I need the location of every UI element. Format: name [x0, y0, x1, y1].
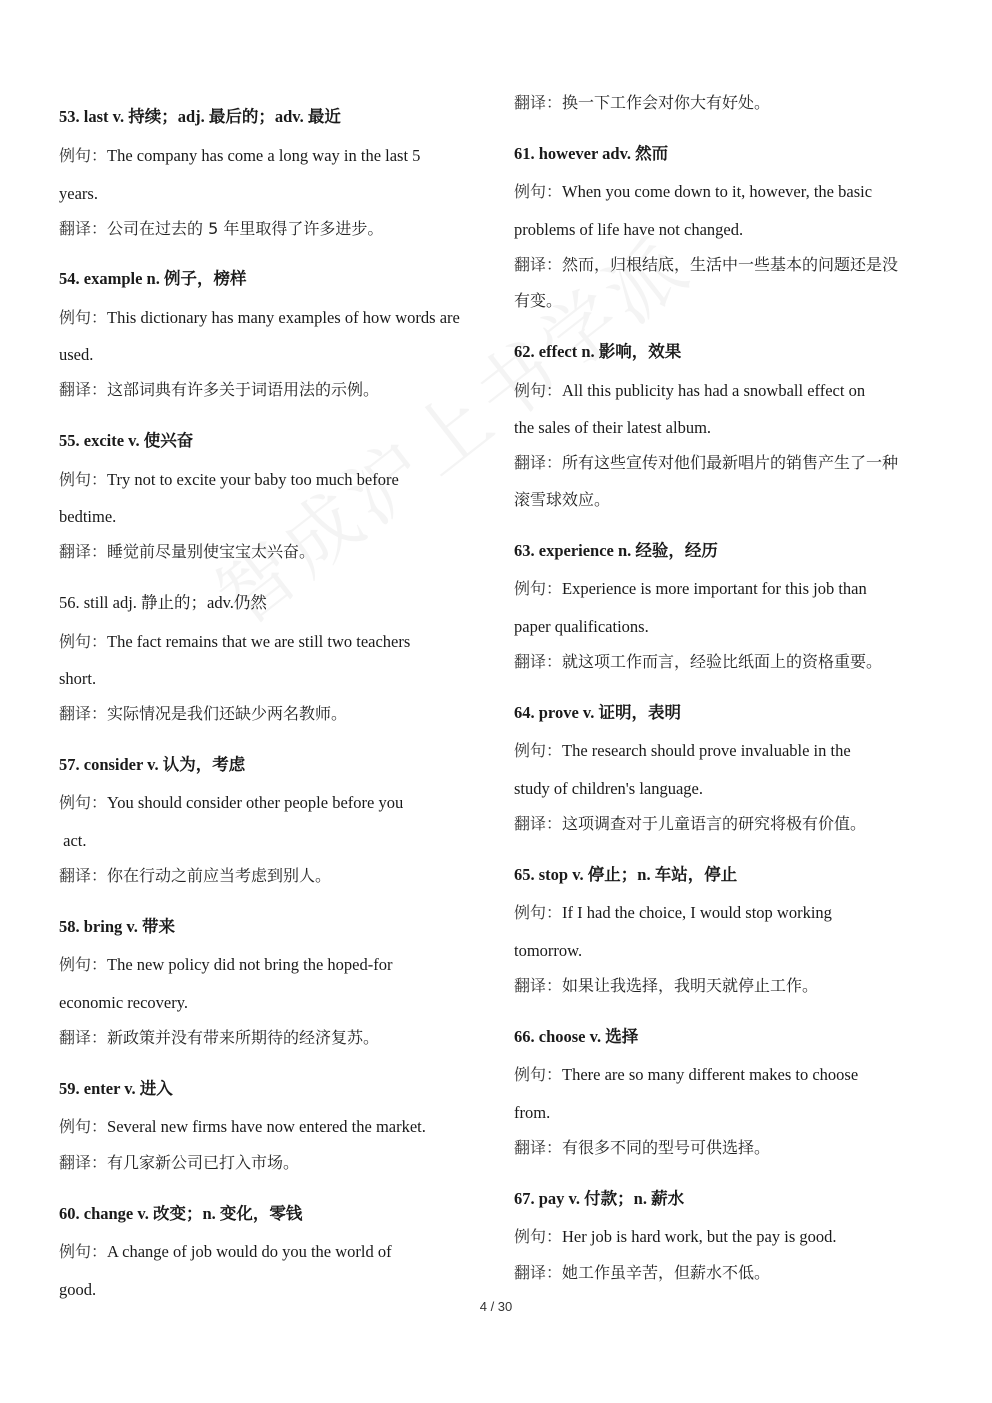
entry-63-example-cont: paper qualifications. — [514, 617, 649, 636]
example-text: The fact remains that we are still two teachers — [107, 632, 411, 651]
entry-54-translation — [59, 379, 379, 401]
entry-60-heading: 60. change v. 改变；n. 变化，零钱 — [59, 1204, 303, 1223]
entry-55-heading: 55. excite v. 使兴奋 — [59, 431, 194, 450]
example-text: If I had the choice, I would stop working — [562, 903, 832, 922]
translation-label: 翻译： — [514, 1263, 563, 1282]
example-text: The new policy did not bring the hoped-for — [107, 955, 393, 974]
entry-60-example — [59, 1241, 392, 1263]
entry-53-example — [59, 145, 420, 167]
entry-64-translation — [514, 813, 866, 835]
translation-text: 如果让我选择，我明天就停止工作。 — [562, 976, 819, 995]
example-label: 例句： — [514, 381, 563, 400]
example-text: All this publicity has had a snowball effect on — [562, 381, 866, 400]
entry-63-heading: 63. experience n. 经验，经历 — [514, 541, 718, 560]
translation-label: 翻译： — [514, 453, 563, 472]
entry-62-translation — [514, 452, 898, 474]
translation-label: 翻译： — [514, 814, 563, 833]
entry-64-heading: 64. prove v. 证明，表明 — [514, 703, 681, 722]
entry-56-example — [59, 631, 410, 653]
example-text: A change of job would do you the world of — [107, 1242, 392, 1261]
entry-57-example — [59, 792, 403, 814]
entry-66-example-cont: from. — [514, 1103, 551, 1122]
translation-text: 这项调查对于儿童语言的研究将极有价值。 — [562, 814, 867, 833]
entry-55-example — [59, 469, 399, 491]
example-label: 例句： — [514, 741, 563, 760]
entry-64-example — [514, 740, 851, 762]
entry-62-example-cont: the sales of their latest album. — [514, 418, 712, 437]
entry-60-translation — [514, 92, 770, 114]
translation-label: 翻译： — [59, 704, 108, 723]
entry-67-translation — [514, 1262, 770, 1284]
entry-67-example — [514, 1226, 837, 1248]
entry-65-example-cont: tomorrow. — [514, 941, 583, 960]
entry-55-translation — [59, 541, 315, 563]
example-label: 例句： — [59, 470, 108, 489]
entry-55-example-cont: bedtime. — [59, 507, 117, 526]
translation-label: 翻译： — [59, 380, 108, 399]
translation-label: 翻译： — [59, 1153, 108, 1172]
entry-54-example — [59, 307, 460, 329]
entry-62-translation-cont: 滚雪球效应。 — [514, 490, 611, 509]
entry-57-heading: 57. consider v. 认为，考虑 — [59, 755, 246, 774]
translation-text: 睡觉前尽量别使宝宝太兴奋。 — [107, 542, 316, 561]
example-label: 例句： — [59, 1117, 108, 1136]
example-label: 例句： — [59, 308, 108, 327]
entry-54-heading: 54. example n. 例子，榜样 — [59, 269, 247, 288]
translation-text: 然而，归根结底，生活中一些基本的问题还是没 — [562, 255, 899, 274]
translation-label: 翻译： — [514, 652, 563, 671]
example-text: Several new firms have now entered the market. — [107, 1117, 426, 1136]
entry-61-translation — [514, 254, 898, 276]
entry-58-example — [59, 954, 393, 976]
entry-59-example — [59, 1116, 426, 1138]
entry-65-heading: 65. stop v. 停止；n. 车站，停止 — [514, 865, 738, 884]
entry-62-example — [514, 380, 865, 402]
example-label: 例句： — [59, 1242, 108, 1261]
translation-text: 新政策并没有带来所期待的经济复苏。 — [107, 1028, 380, 1047]
entry-63-translation — [514, 651, 882, 673]
example-label: 例句： — [59, 955, 108, 974]
translation-text: 这部词典有许多关于词语用法的示例。 — [107, 380, 380, 399]
entry-57-example-cont: act. — [59, 831, 87, 850]
entry-61-example-cont: problems of life have not changed. — [514, 220, 744, 239]
example-text: This dictionary has many examples of how words are — [107, 308, 460, 327]
entry-57-translation — [59, 865, 331, 887]
entry-54-example-cont: used. — [59, 345, 94, 364]
entry-67-heading: 67. pay v. 付款；n. 薪水 — [514, 1189, 685, 1208]
entry-64-example-cont: study of children's language. — [514, 779, 704, 798]
example-text: You should consider other people before you — [107, 793, 404, 812]
example-text: The research should prove invaluable in the — [562, 741, 851, 760]
entry-58-translation — [59, 1027, 379, 1049]
entry-58-heading: 58. bring v. 带来 — [59, 917, 175, 936]
entry-61-example — [514, 181, 872, 203]
translation-label: 翻译： — [514, 1138, 563, 1157]
translation-label: 翻译： — [59, 866, 108, 885]
translation-text: 你在行动之前应当考虑到别人。 — [107, 866, 332, 885]
translation-label: 翻译： — [514, 93, 563, 112]
translation-text: 她工作虽辛苦，但薪水不低。 — [562, 1263, 771, 1282]
translation-text: 公司在过去的 5 年里取得了许多进步。 — [107, 219, 384, 238]
translation-label: 翻译： — [514, 976, 563, 995]
entry-56-heading: 56. still adj. 静止的；adv.仍然 — [59, 593, 267, 612]
entry-56-example-cont: short. — [59, 669, 97, 688]
example-text: There are so many different makes to choose — [562, 1065, 859, 1084]
entry-53-example-cont: years. — [59, 184, 98, 203]
entry-66-translation — [514, 1137, 770, 1159]
translation-label: 翻译： — [59, 219, 108, 238]
entry-66-heading: 66. choose v. 选择 — [514, 1027, 639, 1046]
example-label: 例句： — [59, 632, 108, 651]
entry-61-heading: 61. however adv. 然而 — [514, 144, 669, 163]
example-text: When you come down to it, however, the basic — [562, 182, 873, 201]
translation-text: 换一下工作会对你大有好处。 — [562, 93, 771, 112]
entry-63-example — [514, 578, 867, 600]
entry-58-example-cont: economic recovery. — [59, 993, 189, 1012]
entry-65-translation — [514, 975, 818, 997]
entry-62-heading: 62. effect n. 影响，效果 — [514, 342, 682, 361]
example-text: Try not to excite your baby too much before — [107, 470, 399, 489]
example-label: 例句： — [59, 793, 108, 812]
example-label: 例句： — [514, 903, 563, 922]
example-text: The company has come a long way in the last 5 — [107, 146, 421, 165]
entry-59-heading: 59. enter v. 进入 — [59, 1079, 173, 1098]
example-label: 例句： — [514, 1065, 563, 1084]
entry-56-translation — [59, 703, 347, 725]
translation-text: 有很多不同的型号可供选择。 — [562, 1138, 771, 1157]
entry-59-translation — [59, 1152, 299, 1174]
example-text: Experience is more important for this job than — [562, 579, 867, 598]
entry-60-example-cont: good. — [59, 1280, 97, 1299]
entry-65-example — [514, 902, 832, 924]
translation-text: 就这项工作而言，经验比纸面上的资格重要。 — [562, 652, 883, 671]
translation-label: 翻译： — [59, 1028, 108, 1047]
translation-label: 翻译： — [59, 542, 108, 561]
entry-53-heading: 53. last v. 持续；adj. 最后的；adv. 最近 — [59, 107, 341, 126]
translation-text: 有几家新公司已打入市场。 — [107, 1153, 300, 1172]
example-label: 例句： — [514, 1227, 563, 1246]
page-number: 4 / 30 — [479, 1299, 513, 1314]
entry-66-example — [514, 1064, 858, 1086]
translation-label: 翻译： — [514, 255, 563, 274]
entry-53-translation — [59, 218, 383, 240]
translation-text: 实际情况是我们还缺少两名教师。 — [107, 704, 348, 723]
example-label: 例句： — [59, 146, 108, 165]
example-label: 例句： — [514, 182, 563, 201]
entry-61-translation-cont: 有变。 — [514, 291, 563, 310]
example-label: 例句： — [514, 579, 563, 598]
translation-text: 所有这些宣传对他们最新唱片的销售产生了一种 — [562, 453, 899, 472]
example-text: Her job is hard work, but the pay is good. — [562, 1227, 837, 1246]
